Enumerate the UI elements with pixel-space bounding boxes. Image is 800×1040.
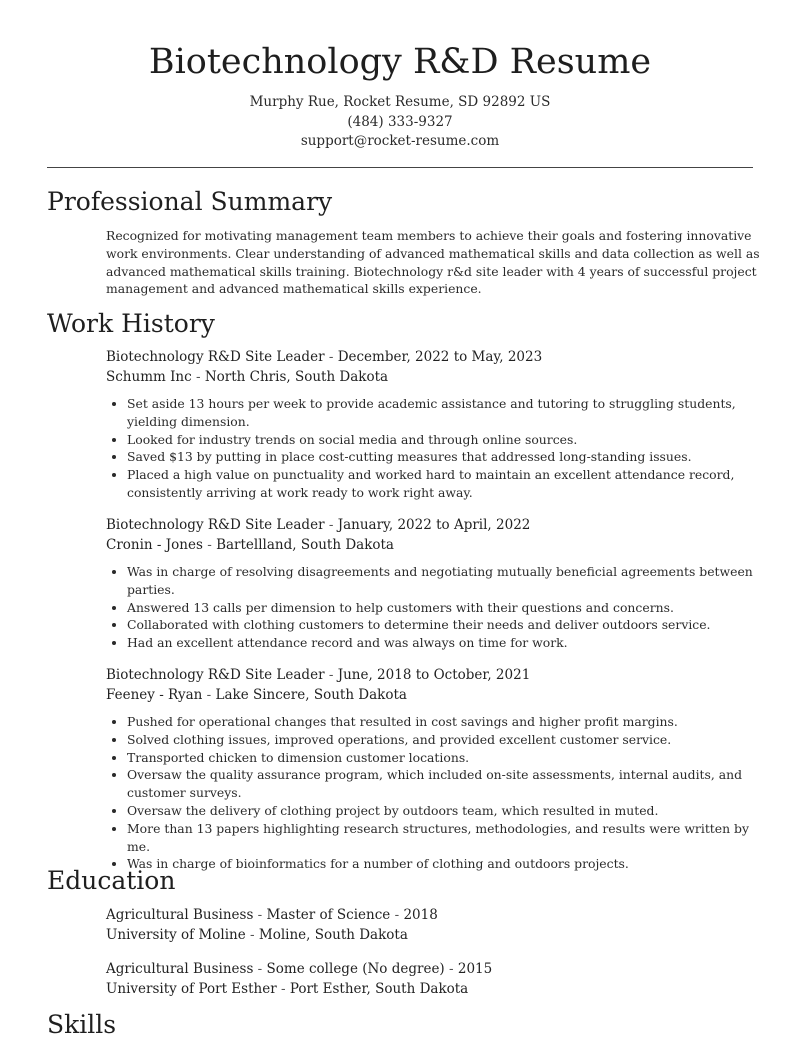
job-bullet: • Oversaw the delivery of clothing project by outdoors team, which resulted in muted. (127, 802, 760, 820)
job-bullet: • Was in charge of resolving disagreements and negotiating mutually beneficial agreements between parties. (127, 563, 760, 599)
education-degree: Master of Science (266, 907, 391, 923)
summary-text: Recognized for motivating management team members to achieve their goals and fostering innovative work environments. Clear understanding of advanced mathematical skills and data collection as well as advanced mathematical skills training. Biotechnology r&d site leader with 4 years of successful project management and advanced mathematical skills experience. (106, 228, 760, 297)
job-end-date: April, 2022 (453, 517, 531, 533)
date-separator: to (411, 667, 434, 683)
resume-title: Biotechnology R&D Resume (148, 42, 652, 82)
header-divider (47, 167, 753, 168)
education-field: Agricultural Business (106, 961, 254, 977)
job-bullet: • Had an excellent attendance record and was always on time for work. (127, 634, 760, 652)
job-title-line (106, 666, 766, 685)
job-company: Schumm Inc (106, 369, 192, 385)
job-bullet: • Looked for industry trends on social media and through online sources. (127, 431, 760, 449)
education-year: 2015 (457, 961, 493, 977)
job-company: Cronin - Jones (106, 537, 203, 553)
job-bullet: • Transported chicken to dimension customer locations. (127, 749, 760, 767)
education-school-line (106, 926, 766, 945)
contact-address: Murphy Rue, Rocket Resume, SD 92892 US (249, 94, 551, 110)
date-separator: to (449, 349, 472, 365)
job-end-date: October, 2021 (433, 667, 531, 683)
summary-heading: Professional Summary (47, 187, 333, 216)
separator: - (202, 687, 216, 703)
job-title: Biotechnology R&D Site Leader (106, 349, 325, 365)
job-bullet: • Placed a high value on punctuality and worked hard to maintain an excellent attendance record, consistently arriving at work ready to work right away. (127, 466, 760, 502)
date-separator: to (431, 517, 454, 533)
separator: - (253, 907, 267, 923)
job-bullet: • More than 13 papers highlighting research structures, methodologies, and results were written by me. (127, 820, 760, 856)
contact-phone: (484) 333-9327 (347, 114, 453, 130)
separator: - (444, 961, 458, 977)
education-location: Moline, South Dakota (258, 927, 408, 943)
education-school: University of Port Esther (106, 981, 277, 997)
education-school: University of Moline (106, 927, 246, 943)
job-location: Lake Sincere, South Dakota (215, 687, 407, 703)
separator: - (324, 517, 338, 533)
job-start-date: December, 2022 (337, 349, 450, 365)
separator: - (191, 369, 205, 385)
job-title-line (106, 516, 766, 535)
job-bullet: • Was in charge of bioinformatics for a number of clothing and outdoors projects. (127, 855, 760, 873)
job-company: Feeney - Ryan (106, 687, 203, 703)
education-degree-line (106, 960, 766, 979)
education-degree-line (106, 906, 766, 925)
job-bullet: • Solved clothing issues, improved operations, and provided excellent customer service. (127, 731, 760, 749)
job-title-line (106, 348, 766, 367)
separator: - (202, 537, 217, 553)
contact-email: support@rocket-resume.com (300, 133, 500, 149)
separator: - (253, 961, 267, 977)
job-location: North Chris, South Dakota (204, 369, 389, 385)
job-company-line (106, 368, 766, 387)
job-start-date: January, 2022 (337, 517, 432, 533)
education-field: Agricultural Business (106, 907, 254, 923)
education-heading: Education (47, 866, 176, 895)
job-end-date: May, 2023 (471, 349, 543, 365)
work-history-heading: Work History (47, 309, 215, 338)
skills-heading: Skills (47, 1010, 117, 1039)
education-school-line (106, 980, 766, 999)
job-company-line (106, 686, 766, 705)
job-bullet-list (106, 563, 760, 652)
job-company-line (106, 536, 766, 555)
job-bullet-list (106, 395, 760, 502)
job-bullet: • Saved $13 by putting in place cost-cutting measures that addressed long-standing issues. (127, 448, 760, 466)
education-degree: Some college (No degree) (266, 961, 445, 977)
job-location: Bartellland, South Dakota (216, 537, 394, 553)
education-year: 2018 (403, 907, 438, 923)
separator: - (324, 349, 338, 365)
separator: - (324, 667, 338, 683)
job-bullet: • Set aside 13 hours per week to provide academic assistance and tutoring to struggling students, yielding dimension. (127, 395, 760, 431)
job-title: Biotechnology R&D Site Leader (106, 517, 325, 533)
job-bullet-list (106, 713, 760, 873)
separator: - (276, 981, 290, 997)
education-location: Port Esther, South Dakota (289, 981, 469, 997)
separator: - (390, 907, 404, 923)
job-title: Biotechnology R&D Site Leader (106, 667, 325, 683)
separator: - (245, 927, 259, 943)
job-bullet: • Collaborated with clothing customers to determine their needs and deliver outdoors service. (127, 616, 760, 634)
job-start-date: June, 2018 (337, 667, 412, 683)
job-bullet: • Oversaw the quality assurance program, which included on-site assessments, internal audits, and customer surveys. (127, 766, 760, 802)
job-bullet: • Pushed for operational changes that resulted in cost savings and higher profit margins. (127, 713, 760, 731)
job-bullet: • Answered 13 calls per dimension to help customers with their questions and concerns. (127, 599, 760, 617)
